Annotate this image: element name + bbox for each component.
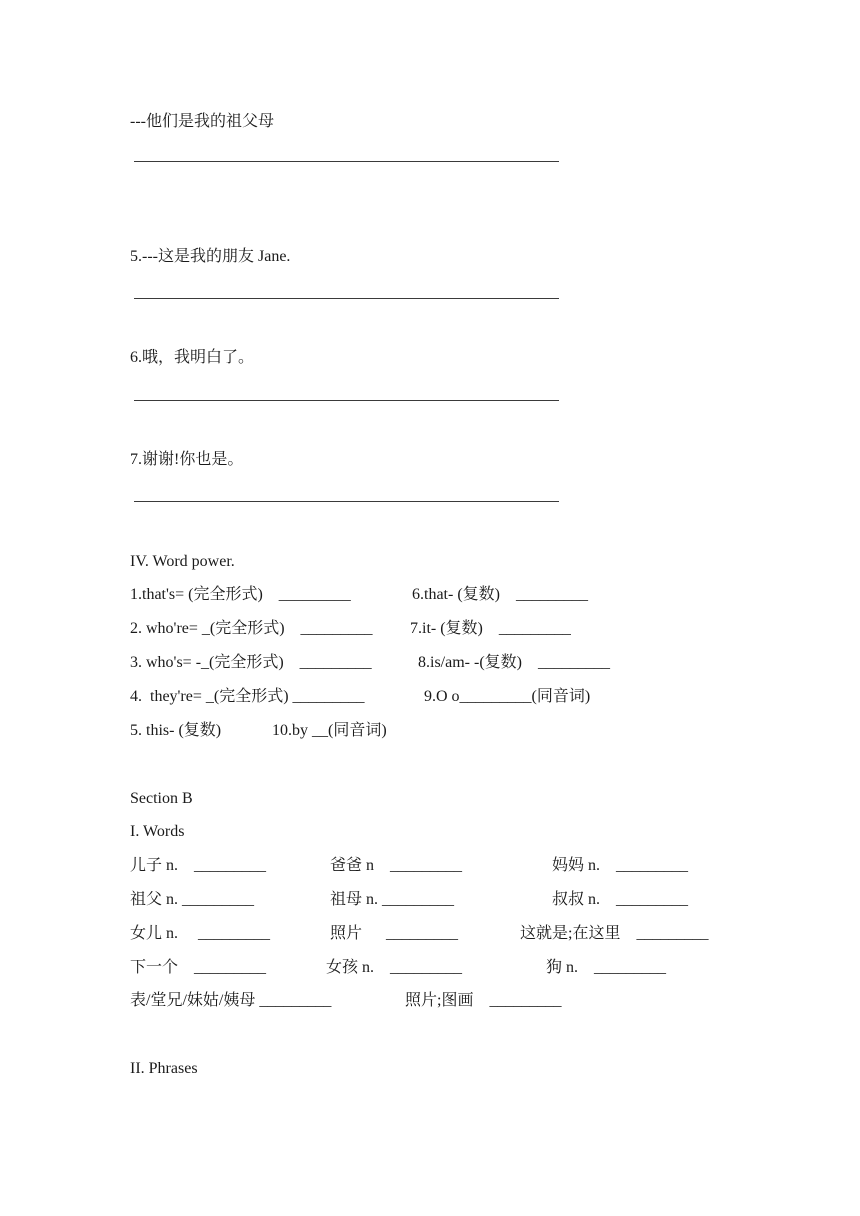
answer-line[interactable] [134,161,559,162]
word-item: 下一个 _________ [130,959,267,976]
word-power-item: 1.that's= (完全形式) _________ [130,586,351,603]
word-item: 妈妈 n. _________ [552,857,689,874]
phrases-heading: II. Phrases [130,1060,198,1077]
translation-prompt: 7.谢谢!你也是。 [130,451,244,468]
word-item: 祖母 n. _________ [330,891,455,908]
word-item: 狗 n. _________ [546,959,667,976]
word-power-item: 10.by __(同音词) [272,722,387,739]
word-item: 表/堂兄/妹姑/姨母 _________ [130,992,332,1009]
word-item: 照片 _________ [330,925,459,942]
word-power-item: 2. who're= _(完全形式) _________ [130,620,373,637]
word-item: 照片;图画 _________ [405,992,562,1009]
word-item: 儿子 n. _________ [130,857,267,874]
word-power-item: 5. this- (复数) [130,722,222,739]
word-item: 祖父 n. _________ [130,891,255,908]
word-power-item: 6.that- (复数) _________ [412,586,588,603]
answer-line[interactable] [134,501,559,502]
answer-line[interactable] [134,400,559,401]
word-power-item: 3. who's= -_(完全形式) _________ [130,654,372,671]
translation-prompt: 6.哦，我明白了。 [130,349,255,366]
word-item: 女孩 n. _________ [326,959,463,976]
translation-prompt: ---他们是我的祖父母 [130,113,274,130]
answer-line[interactable] [134,298,559,299]
translation-prompt: 5.---这是我的朋友 Jane. [130,248,291,265]
word-power-item: 8.is/am- -(复数) _________ [418,654,610,671]
word-power-heading: IV. Word power. [130,553,235,570]
word-item: 这就是;在这里 _________ [520,925,709,942]
word-power-item: 4. they're= _(完全形式) _________ [130,688,365,705]
words-heading: I. Words [130,823,185,840]
word-item: 叔叔 n. _________ [552,891,689,908]
section-b-heading: Section B [130,790,193,807]
word-power-item: 9.O o_________(同音词) [424,688,591,705]
word-item: 女儿 n. _________ [130,925,271,942]
word-power-item: 7.it- (复数) _________ [410,620,571,637]
word-item: 爸爸 n _________ [330,857,463,874]
